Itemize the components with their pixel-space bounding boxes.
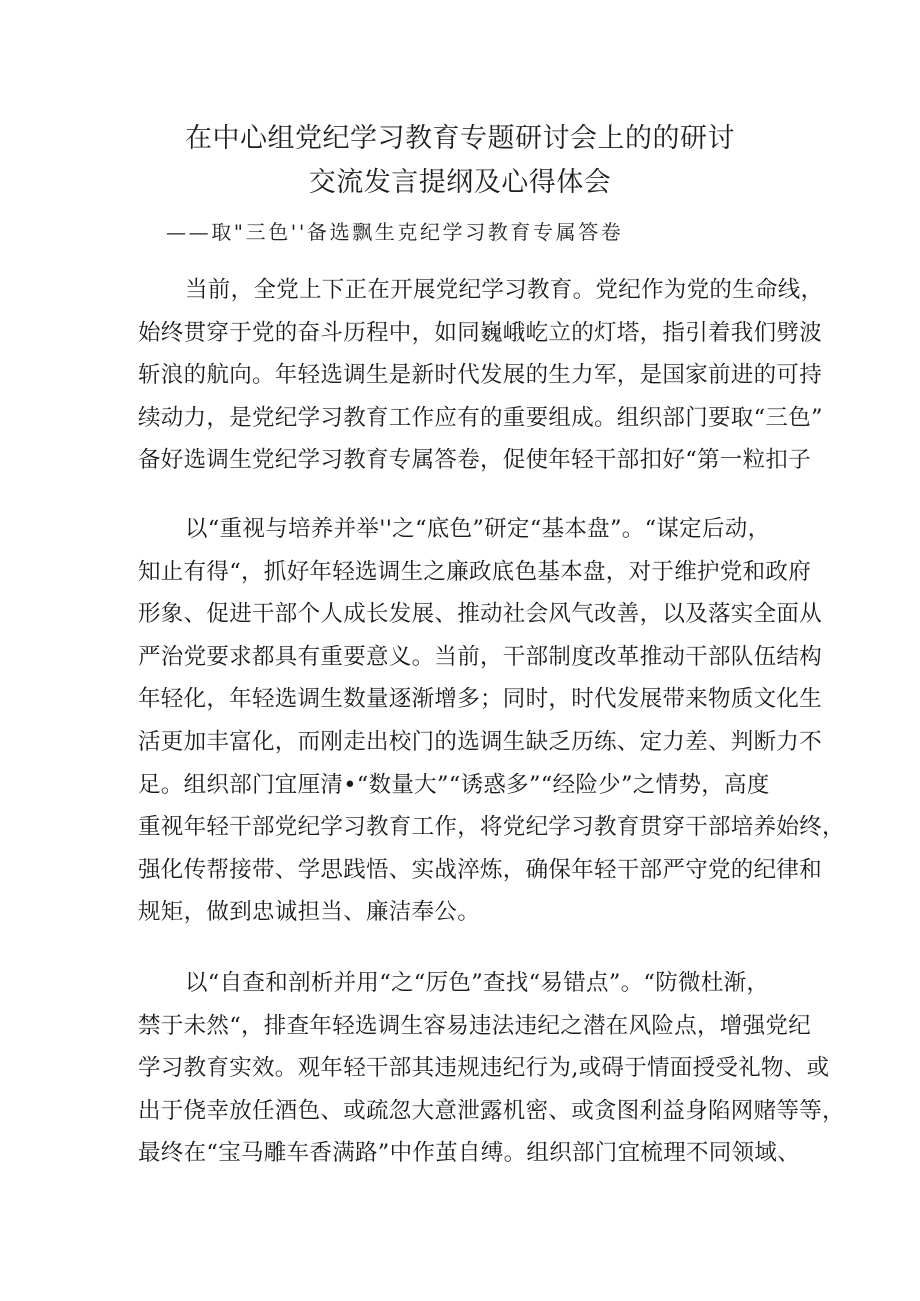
paragraph-line: 禁于未然“，排查年轻选调生容易违法违纪之潜在风险点，增强党纪 — [138, 1012, 812, 1039]
paragraph-line: 形象、促进干部个人成长发展、推动社会风气改善，以及落实全面从 — [138, 601, 823, 628]
paragraph-line: 当前，全党上下正在开展党纪学习教育。党纪作为党的生命线， — [185, 277, 824, 303]
paragraph-2 — [138, 508, 845, 934]
paragraph-line: 活更加丰富化，而刚走出校门的选调生缺乏历练、定力差、判断力不 — [138, 728, 823, 755]
paragraph-1 — [138, 269, 838, 482]
document-subtitle: ——取"三色''备选飘生克纪学习教育专属答卷 — [166, 220, 624, 244]
document-title-line-1: 在中心组党纪学习教育专题研讨会上的的研讨 — [185, 123, 735, 154]
paragraph-line: 重视年轻干部党纪学习教育工作，将党纪学习教育贯穿干部培养始终， — [138, 814, 845, 841]
paragraph-line: 学习教育实效。观年轻干部其违规违纪行为,或碍于情面授受礼物、或 — [138, 1055, 830, 1082]
paragraph-line: 严治党要求都具有重要意义。当前，干部制度改革推动干部队伍结构 — [138, 643, 823, 670]
paragraph-line: 以“重视与培养并举''之“底色”研定“基本盘”。“谋定后动， — [185, 516, 771, 542]
paragraph-3 — [138, 962, 845, 1175]
paragraph-line: 足。组织部门宜厘清•“数量大”“诱惑多”“经险少”之情势，高度 — [138, 771, 770, 798]
paragraph-line: 最终在“宝马雕车香满路”中作茧自缚。组织部门宜梳理不同领域、 — [138, 1140, 801, 1167]
document-title-line-2: 交流发言提纲及心得体会 — [308, 167, 612, 198]
paragraph-line: 以“自查和剖析并用“之“厉色”查找“易错点”。“防微杜渐， — [185, 970, 770, 996]
paragraph-line: 续动力，是党纪学习教育工作应有的重要组成。组织部门要取“三色” — [138, 404, 823, 431]
paragraph-line: 年轻化，年轻选调生数量逐渐增多；同时，时代发展带来物质文化生 — [138, 686, 823, 713]
paragraph-line: 出于侥幸放任酒色、或疏忽大意泄露机密、或贪图利益身陷网赌等等， — [138, 1097, 845, 1124]
paragraph-line: 备好选调生党纪学习教育专属答卷，促使年轻干部扣好“第一粒扣子 — [138, 447, 812, 474]
paragraph-line: 斩浪的航向。年轻选调生是新时代发展的生力军，是国家前进的可持 — [138, 362, 823, 389]
paragraph-line: 规矩，做到忠诚担当、廉洁奉公。 — [138, 899, 481, 926]
paragraph-line: 始终贯穿于党的奋斗历程中，如同巍峨屹立的灯塔，指引着我们劈波 — [138, 319, 823, 346]
paragraph-line: 知止有得“，抓好年轻选调生之廉政底色基本盘，对于维护党和政府 — [138, 558, 812, 585]
paragraph-line: 强化传帮接带、学思践悟、实战淬炼，确保年轻干部严守党的纪律和 — [138, 856, 823, 883]
